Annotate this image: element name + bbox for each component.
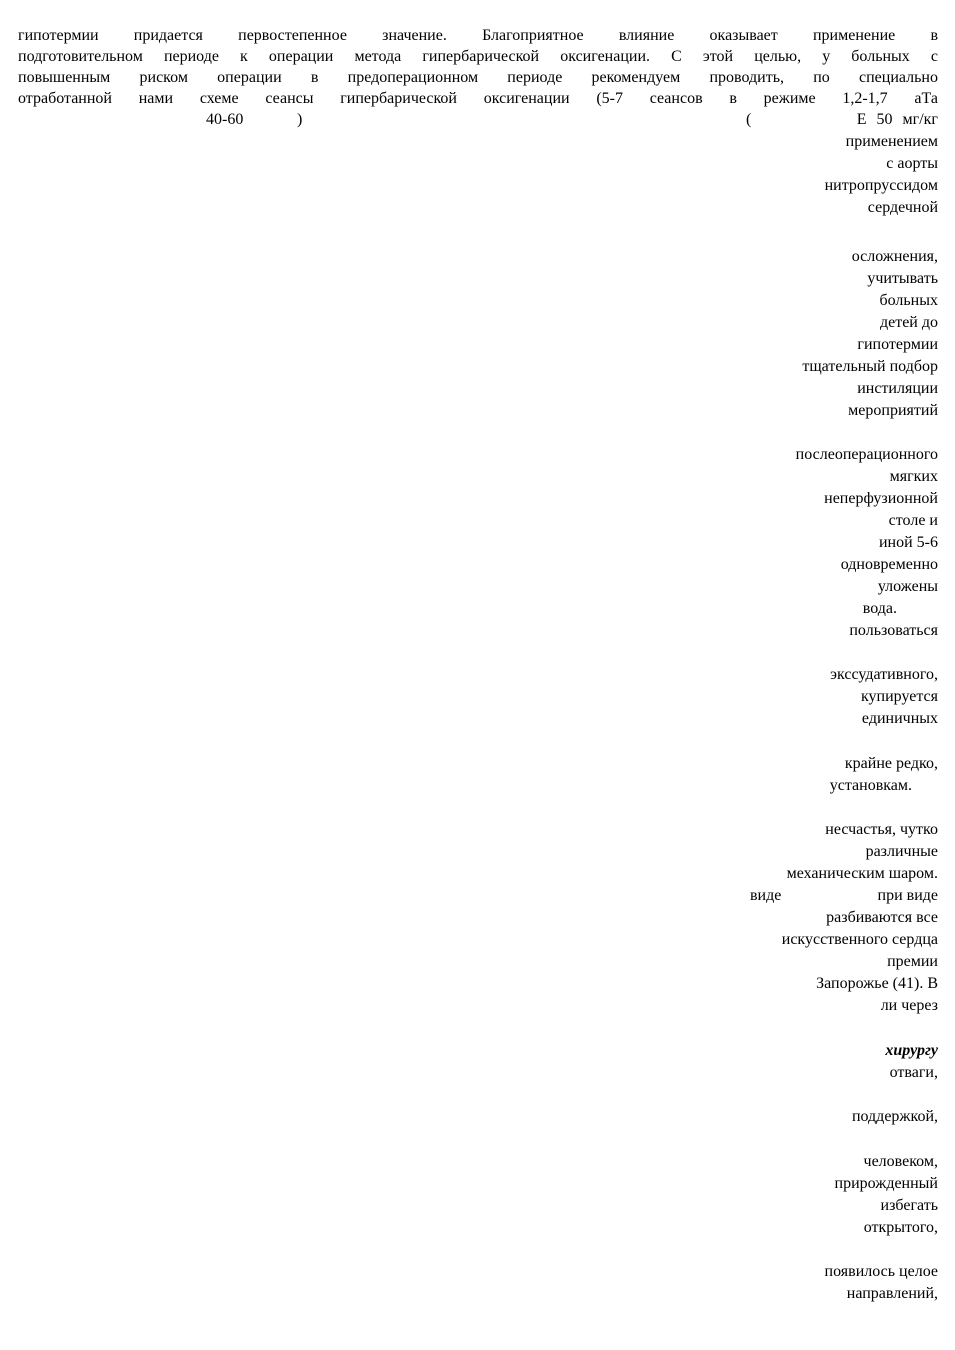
right-line: сердечной	[867, 199, 938, 216]
right-line: применением	[845, 133, 938, 150]
paragraph-line-1: гипотермии придается первостепенное значение. Благоприятное влияние оказывает применение в	[18, 27, 938, 44]
fragment-close-paren: )	[297, 111, 303, 128]
right-line: отваги,	[889, 1064, 938, 1081]
right-line: ли через	[880, 997, 938, 1014]
right-line: тщательный подбор	[802, 358, 938, 375]
fragment-40-60: 40-60	[206, 111, 244, 128]
right-line-emphasis: хирургу	[885, 1042, 938, 1059]
right-line: установкам.	[829, 777, 912, 794]
fragment-open-paren: (	[746, 111, 752, 128]
right-line: купируется	[861, 688, 938, 705]
right-line: премии	[887, 953, 938, 970]
right-line: открытого,	[863, 1219, 938, 1236]
right-line: крайне редко,	[844, 755, 938, 772]
right-line: вода.	[862, 600, 897, 617]
right-line: пользоваться	[849, 622, 938, 639]
right-line: появилось целое	[824, 1263, 938, 1280]
right-line: единичных	[861, 710, 938, 727]
right-line: больных	[879, 292, 938, 309]
paragraph-line-4: отработанной нами схеме сеансы гипербарической оксигенации (5-7 сеансов в режиме 1,2-1,7 аТа	[18, 90, 938, 107]
right-line: при виде	[877, 887, 938, 904]
right-line: механическим шаром.	[786, 865, 938, 882]
right-line: человеком,	[863, 1153, 938, 1170]
right-line: гипотермии	[857, 336, 938, 353]
right-line: детей до	[879, 314, 938, 331]
right-line: учитывать	[867, 270, 938, 287]
right-line: одновременно	[840, 556, 938, 573]
fragment-dose: Е 50 мг/кг	[856, 111, 938, 128]
right-line: мероприятий	[848, 402, 938, 419]
right-line: инстиляции	[857, 380, 938, 397]
right-line: разбиваются все	[826, 909, 938, 926]
right-line: неперфузионной	[824, 490, 938, 507]
paragraph-line-3: повышенным риском операции в предоперационном периоде рекомендуем проводить, по специально	[18, 69, 938, 86]
right-line: несчастья, чутко	[825, 821, 938, 838]
right-line: искусственного сердца	[781, 931, 938, 948]
right-line: с аорты	[886, 155, 938, 172]
fragment-vide: виде	[750, 887, 782, 904]
right-line: осложнения,	[851, 248, 938, 265]
right-line: Запорожье (41). В	[816, 975, 938, 992]
right-line: столе и	[888, 512, 938, 529]
right-line: экссудативного,	[830, 666, 938, 683]
right-line: различные	[865, 843, 938, 860]
right-line: мягких	[889, 468, 938, 485]
right-line: иной 5-6	[878, 534, 938, 551]
right-line: нитропруссидом	[824, 177, 938, 194]
paragraph-line-2: подготовительном периоде к операции метода гипербарической оксигенации. С этой целью, у больных с	[18, 48, 938, 65]
right-line: поддержкой,	[851, 1108, 938, 1125]
right-line: прирожденный	[834, 1175, 938, 1192]
right-line: послеоперационного	[795, 446, 938, 463]
main-paragraph	[18, 25, 938, 109]
right-line: избегать	[880, 1197, 938, 1214]
right-line: направлений,	[846, 1285, 938, 1302]
right-line: уложены	[877, 578, 938, 595]
